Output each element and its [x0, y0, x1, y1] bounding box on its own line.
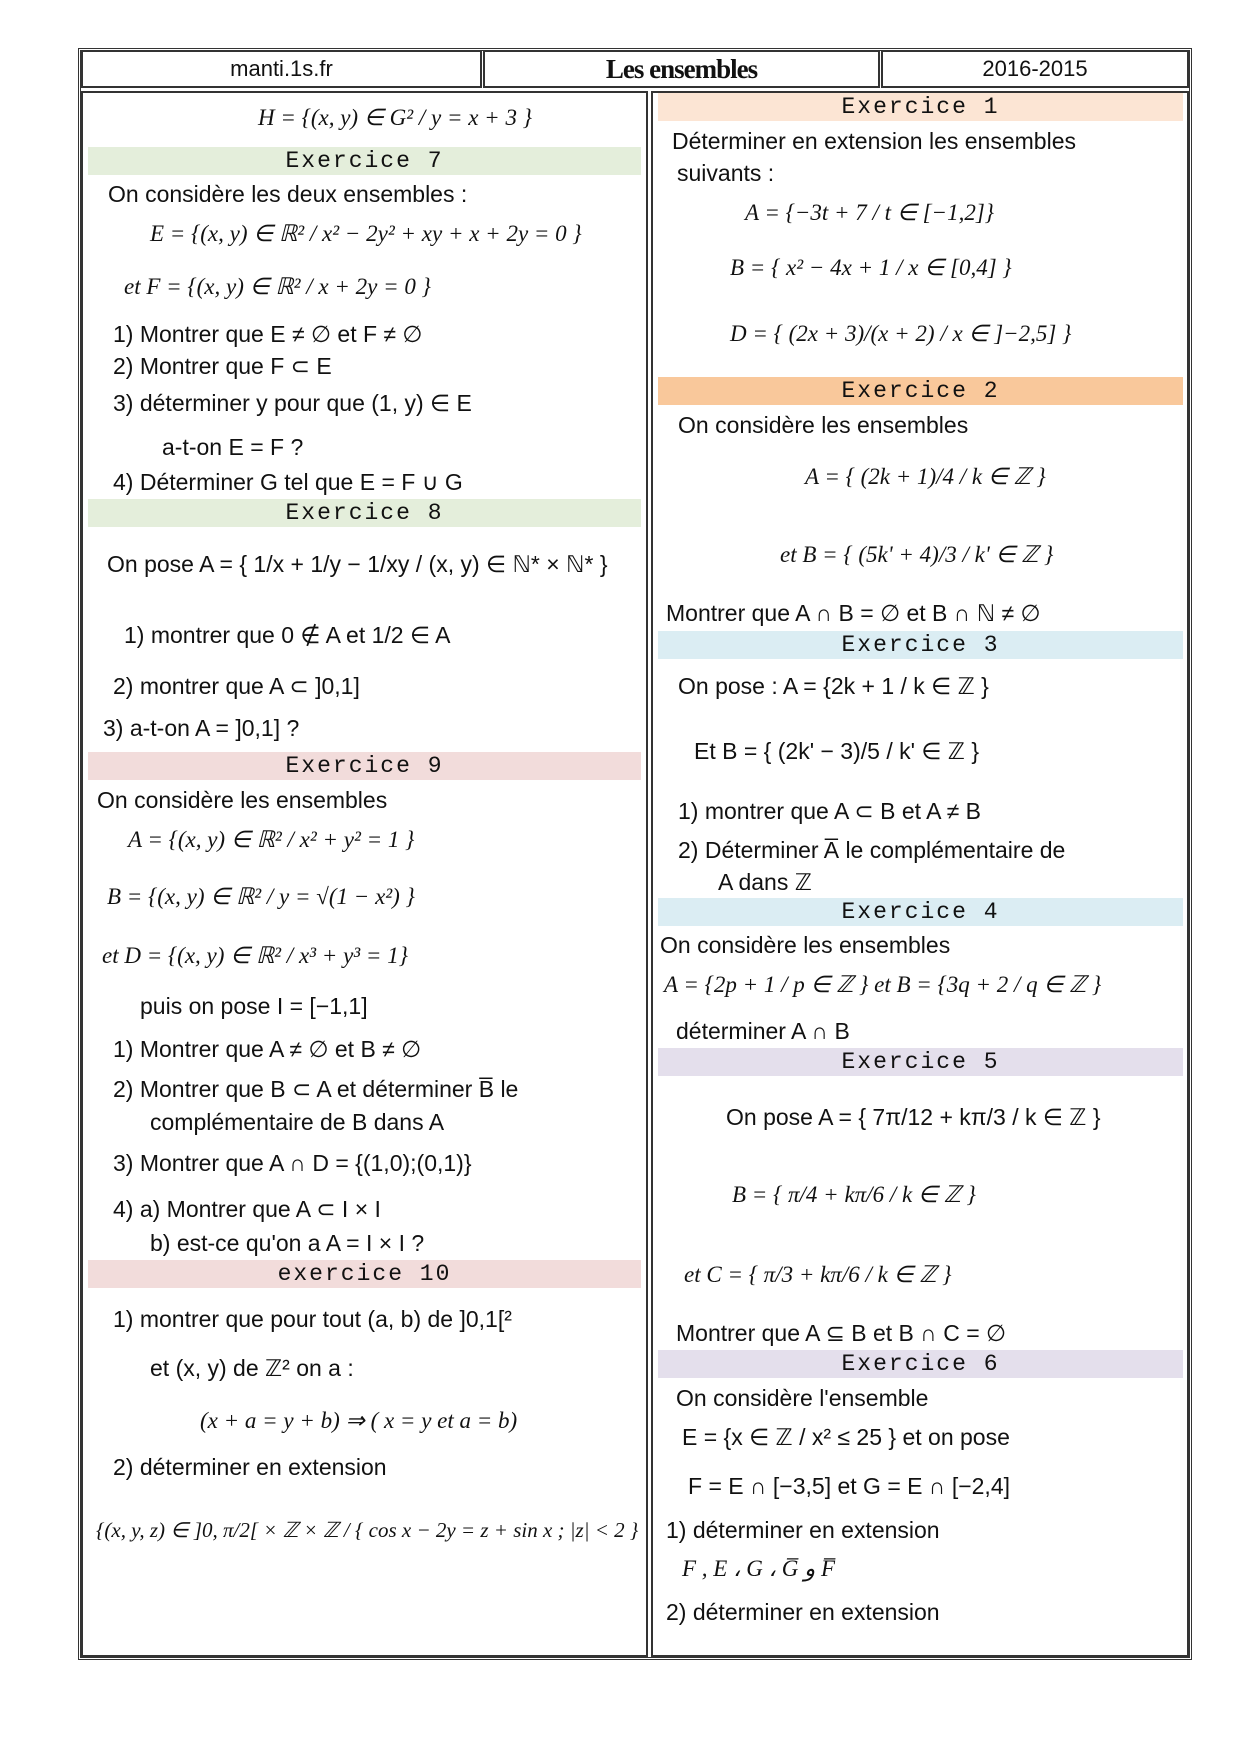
question: Montrer que A ⊆ B et B ∩ C = ∅: [676, 1320, 1007, 1346]
formula: A = {2p + 1 / p ∈ ℤ } et B = {3q + 2 / q ∈ ℤ }: [664, 972, 1102, 997]
formula: et B = { (5k' + 4)/3 / k' ∈ ℤ }: [780, 542, 1054, 567]
question: déterminer A ∩ B: [676, 1018, 850, 1044]
formula: On pose A = { 1/x + 1/y − 1/xy / (x, y) ∈ ℕ* × ℕ* }: [107, 551, 608, 577]
title-cell: [483, 50, 880, 88]
text: Déterminer en extension les ensembles: [672, 128, 1076, 154]
question: 1) déterminer en extension: [666, 1517, 940, 1543]
formula: A = {(x, y) ∈ ℝ² / x² + y² = 1 }: [128, 827, 415, 852]
text: suivants :: [677, 160, 775, 186]
exercise-3-header: Exercice 3: [658, 631, 1183, 659]
question: 1) Montrer que A ≠ ∅ et B ≠ ∅: [113, 1036, 422, 1062]
text: On considère les deux ensembles :: [108, 181, 468, 207]
question: 2) Déterminer A̅ le complémentaire de: [678, 837, 1066, 863]
formula: B = { x² − 4x + 1 / x ∈ [0,4] }: [730, 255, 1012, 280]
formula: F , E ، G ، G̅ و F̅: [682, 1556, 836, 1581]
formula: A = {−3t + 7 / t ∈ [−1,2]}: [745, 200, 994, 225]
question: Montrer que A ∩ B = ∅ et B ∩ ℕ ≠ ∅: [666, 600, 1041, 626]
formula: On pose A = { 7π/12 + kπ/3 / k ∈ ℤ }: [726, 1104, 1101, 1130]
question: 2) Montrer que F ⊂ E: [113, 353, 332, 379]
formula: E = {x ∈ ℤ / x² ≤ 25 } et on pose: [682, 1424, 1010, 1450]
question: complémentaire de B dans A: [150, 1109, 445, 1135]
site-name: manti.1s.fr: [230, 56, 333, 81]
site-cell: [81, 50, 482, 88]
formula: et D = {(x, y) ∈ ℝ² / x³ + y³ = 1}: [102, 943, 408, 968]
formula: F = E ∩ [−3,5] et G = E ∩ [−2,4]: [688, 1473, 1010, 1499]
school-year: 2016-2015: [982, 56, 1088, 81]
formula: B = { π/4 + kπ/6 / k ∈ ℤ }: [732, 1182, 976, 1207]
document-title: Les ensembles: [605, 53, 758, 84]
exercise-2-header: Exercice 2: [658, 377, 1183, 405]
question: 4) a) Montrer que A ⊂ I × I: [113, 1196, 381, 1222]
set-h: H = {(x, y) ∈ G² / y = x + 3 }: [258, 105, 532, 130]
formula: A = { (2k + 1)/4 / k ∈ ℤ }: [805, 464, 1046, 489]
question: 2) montrer que A ⊂ ]0,1]: [113, 673, 360, 699]
question: 1) montrer que pour tout (a, b) de ]0,1[²: [113, 1306, 512, 1332]
question: a-t-on E = F ?: [162, 434, 304, 460]
question: 2) déterminer en extension: [666, 1599, 940, 1625]
question: 2) Montrer que B ⊂ A et déterminer B̅ le: [113, 1076, 519, 1102]
question: et (x, y) de ℤ² on a :: [150, 1355, 354, 1381]
exercise-5-header: Exercice 5: [658, 1048, 1183, 1076]
text: puis on pose I = [−1,1]: [140, 993, 368, 1019]
question: 3) a-t-on A = ]0,1] ?: [103, 715, 300, 741]
text: On considère les ensembles: [660, 932, 951, 958]
formula: B = {(x, y) ∈ ℝ² / y = √(1 − x²) }: [107, 884, 415, 909]
formula: et F = {(x, y) ∈ ℝ² / x + 2y = 0 }: [124, 274, 431, 299]
question: 1) Montrer que E ≠ ∅ et F ≠ ∅: [113, 321, 423, 347]
exercise-7-header: Exercice 7: [88, 147, 641, 175]
question: 1) montrer que 0 ∉ A et 1/2 ∈ A: [124, 622, 451, 648]
text: On considère les ensembles: [97, 787, 388, 813]
formula: (x + a = y + b) ⇒ ( x = y et a = b): [200, 1408, 518, 1433]
exercise-8-header: Exercice 8: [88, 499, 641, 527]
question: 1) montrer que A ⊂ B et A ≠ B: [678, 798, 981, 824]
formula: D = { (2x + 3)/(x + 2) / x ∈ ]−2,5] }: [730, 321, 1072, 346]
question: A dans ℤ: [718, 869, 812, 895]
formula: Et B = { (2k' − 3)/5 / k' ∈ ℤ }: [694, 738, 980, 764]
question: b) est-ce qu'on a A = I × I ?: [150, 1230, 425, 1256]
formula: et C = { π/3 + kπ/6 / k ∈ ℤ }: [684, 1262, 952, 1287]
exercise-9-header: Exercice 9: [88, 752, 641, 780]
question: 3) Montrer que A ∩ D = {(1,0);(0,1)}: [113, 1150, 472, 1176]
exercise-4-header: Exercice 4: [658, 898, 1183, 926]
question: 4) Déterminer G tel que E = F ∪ G: [113, 469, 463, 495]
exercise-10-header: exercice 10: [88, 1260, 641, 1288]
formula: {(x, y, z) ∈ ]0, π/2[ × ℤ × ℤ / { cos x − 2y = z + sin x ; |z| < 2 }: [96, 1518, 639, 1542]
year-cell: [881, 50, 1189, 88]
formula: E = {(x, y) ∈ ℝ² / x² − 2y² + xy + x + 2y = 0 }: [150, 221, 582, 246]
question: 3) déterminer y pour que (1, y) ∈ E: [113, 390, 472, 416]
text: On considère l'ensemble: [676, 1385, 929, 1411]
formula: On pose : A = {2k + 1 / k ∈ ℤ }: [678, 673, 989, 699]
question: 2) déterminer en extension: [113, 1454, 387, 1480]
exercise-1-header: Exercice 1: [658, 93, 1183, 121]
exercise-6-header: Exercice 6: [658, 1350, 1183, 1378]
text: On considère les ensembles: [678, 412, 969, 438]
